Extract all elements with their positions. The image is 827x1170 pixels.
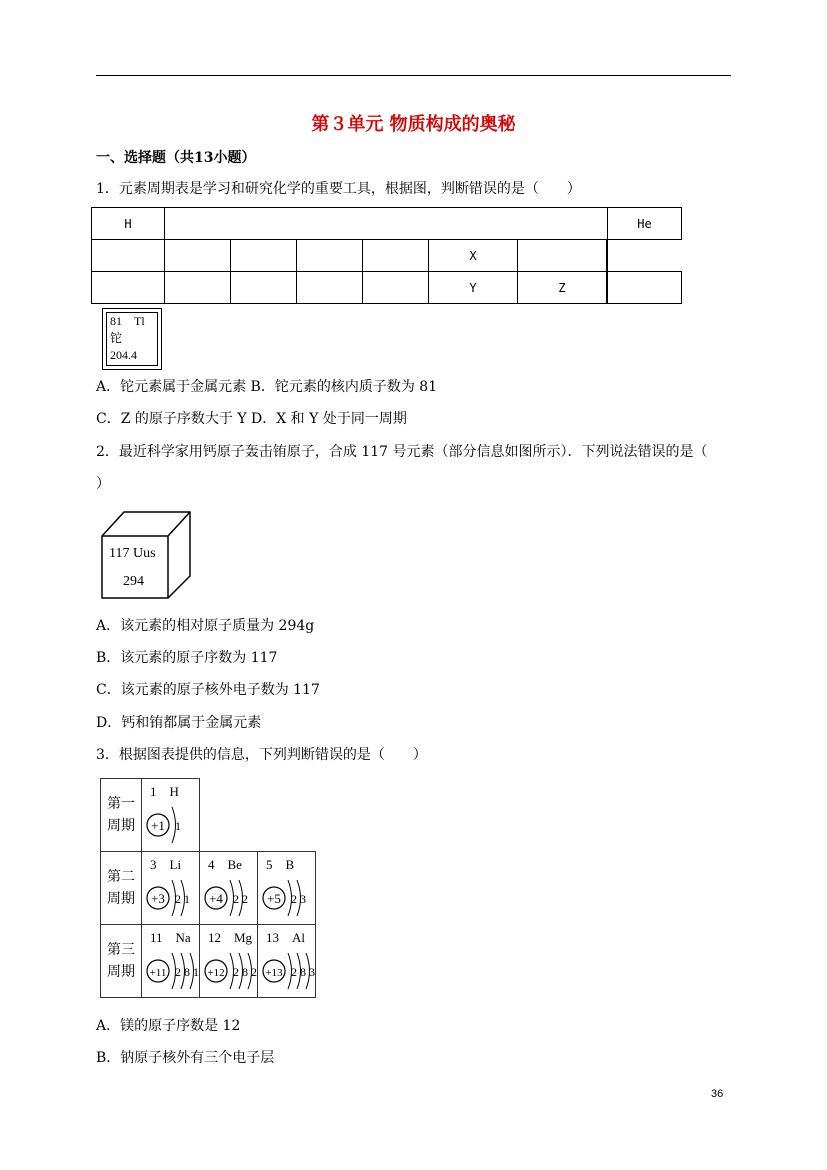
period-2-label: 第二周期 — [101, 852, 142, 925]
q2-option-b: B．该元素的原子序数为 117 — [96, 650, 278, 666]
uus-number-symbol: 117 Uus — [109, 546, 156, 561]
atom-label: 5 B — [266, 857, 295, 872]
nucleus-charge: +3 — [151, 891, 165, 906]
atom-diagram — [258, 852, 315, 924]
atom-label: 4 Be — [208, 857, 242, 872]
electron-count: 2 — [233, 965, 239, 979]
cell-he: He — [608, 208, 682, 240]
q3-option-b: B．钠原子核外有三个电子层 — [96, 1050, 275, 1066]
atom-diagram — [142, 925, 199, 997]
q2-option-d: D．钙和铕都属于金属元素 — [96, 715, 262, 731]
nucleus-charge: +12 — [207, 967, 225, 979]
atom-mg — [200, 925, 258, 998]
q2-option-a: A．该元素的相对原子质量为 294g — [96, 618, 315, 634]
atom-li — [142, 852, 200, 925]
atom-label: 3 Li — [150, 857, 182, 872]
atom-label: 11 Na — [150, 930, 191, 945]
uus-mass: 294 — [123, 574, 144, 589]
thallium-element-card — [102, 308, 162, 370]
cell-h: H — [92, 208, 165, 240]
nucleus-charge: +5 — [267, 891, 281, 906]
period-3-label: 第三周期 — [101, 925, 142, 998]
atom-h — [142, 779, 200, 852]
electron-count: 2 — [291, 965, 297, 979]
electron-count: 1 — [184, 892, 190, 906]
electron-count: 2 — [175, 892, 181, 906]
cell-x: X — [429, 240, 518, 272]
q2-stem-line2: ） — [96, 476, 110, 492]
atom-be — [200, 852, 258, 925]
header-rule — [96, 75, 731, 76]
electron-count: 1 — [193, 965, 199, 979]
atom-diagram — [142, 779, 199, 851]
atom-label: 1 H — [150, 784, 179, 799]
atom-diagram — [200, 852, 257, 924]
nucleus-charge: +4 — [209, 891, 223, 906]
atom-diagram — [258, 925, 315, 997]
page-title: 第３单元 物质构成的奥秘 — [311, 114, 516, 135]
nucleus-charge: +13 — [265, 967, 283, 979]
nucleus-charge: +1 — [151, 818, 165, 833]
electron-count: 3 — [300, 892, 306, 906]
cell-blank — [165, 208, 608, 240]
electron-count: 8 — [184, 965, 190, 979]
atom-na — [142, 925, 200, 998]
q1-options-cd: C．Z 的原子序数大于 Y D．X 和 Y 处于同一周期 — [96, 411, 407, 427]
nucleus-charge: +11 — [149, 967, 167, 979]
electron-count: 2 — [251, 965, 257, 979]
tl-mass: 204.4 — [110, 348, 137, 362]
atom-diagram — [142, 852, 199, 924]
electron-count: 8 — [300, 965, 306, 979]
atom-b — [258, 852, 316, 925]
q2-stem-line1: 2．最近科学家用钙原子轰击铕原子，合成 117 号元素（部分信息如图所示）．下列说法错误的是（ — [96, 444, 708, 460]
atom-diagram — [200, 925, 257, 997]
tl-name: 铊 — [110, 331, 123, 345]
cell-y: Y — [429, 272, 518, 304]
tl-number-symbol: 81 Tl — [110, 314, 145, 328]
periodic-table-fragment — [91, 207, 682, 304]
uus-card-text — [109, 544, 156, 592]
electron-count: 2 — [175, 965, 181, 979]
page-number: 36 — [711, 1088, 724, 1100]
electron-count: 8 — [242, 965, 248, 979]
q2-option-c: C．该元素的原子核外电子数为 117 — [96, 682, 320, 698]
q1-options-ab: A．铊元素属于金属元素 B．铊元素的核内质子数为 81 — [96, 379, 438, 395]
section-heading: 一、选择题（共13小题） — [96, 150, 256, 166]
atom-label: 12 Mg — [208, 930, 253, 945]
atomic-structure-table — [100, 778, 316, 998]
q3-stem: 3．根据图表提供的信息，下列判断错误的是（ ） — [96, 747, 427, 763]
electron-count: 2 — [291, 892, 297, 906]
q3-option-a: A．镁的原子序数是 12 — [96, 1018, 241, 1034]
atom-label: 13 Al — [266, 930, 306, 945]
period-1-label: 第一周期 — [101, 779, 142, 852]
q1-stem: 1．元素周期表是学习和研究化学的重要工具，根据图，判断错误的是（ ） — [96, 181, 581, 197]
electron-count: 2 — [233, 892, 239, 906]
atom-al — [258, 925, 316, 998]
cell-z: Z — [518, 272, 607, 304]
electron-count: 1 — [175, 819, 181, 833]
electron-count: 3 — [309, 965, 315, 979]
electron-count: 2 — [242, 892, 248, 906]
